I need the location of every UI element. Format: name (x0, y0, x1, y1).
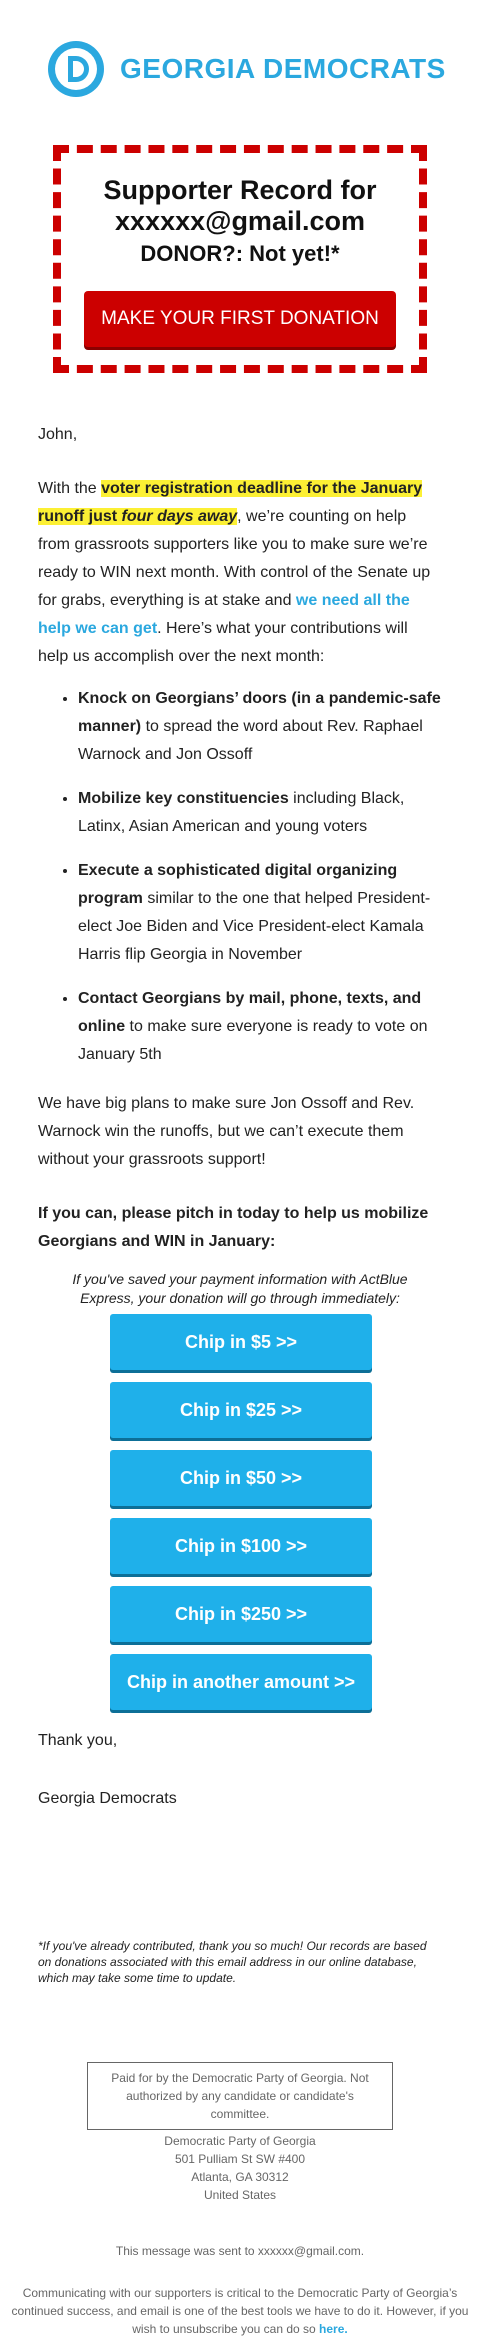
unsubscribe-link[interactable]: here. (319, 2322, 348, 2336)
address-line: Democratic Party of Georgia (164, 2134, 316, 2148)
intro-paragraph (38, 475, 438, 671)
signature: Georgia Democrats (38, 1790, 177, 1807)
intro-text-start: With the (38, 480, 102, 497)
democrats-d-logo-icon (46, 39, 106, 99)
list-item (78, 685, 446, 769)
sent-to-notice: This message was sent to xxxxxx@gmail.com. (115, 2244, 365, 2258)
list-item (78, 785, 446, 841)
help-link[interactable]: we need all the help we can get (38, 592, 410, 637)
address-line: United States (203, 2188, 277, 2202)
list-item-bold: Knock on Georgians’ doors (in a pandemic-safe manner) (78, 690, 441, 735)
list-item-text: to spread the word about Rev. Raphael Warnock and Jon Ossoff (78, 718, 423, 763)
intro-text-end: . Here’s what your contributions will help us accomplish over the next month: (38, 620, 408, 665)
contributions-list (38, 685, 446, 1085)
pitch-in-paragraph: If you can, please pitch in today to help us mobilize Georgians and WIN in January: (38, 1205, 429, 1250)
list-item (78, 857, 446, 969)
list-item-text: to make sure everyone is ready to vote on January 5th (78, 1018, 428, 1063)
four-days-away: four days away (121, 508, 238, 525)
donation-footnote: *If you've already contributed, thank you so much! Our records are based on donations associated with this email address in our online database, which may take some time to update. (38, 1939, 427, 1985)
list-item-bold: Mobilize key constituencies (78, 790, 289, 807)
georgia-democrats-logo[interactable] (46, 38, 446, 100)
greeting: John, (38, 426, 78, 443)
plans-paragraph: We have big plans to make sure Jon Ossoff and Rev. Warnock win the runoffs, but we can’t execute them without your grassroots support! (38, 1095, 415, 1168)
list-item-text: including Black, Latinx, Asian American and young voters (78, 790, 405, 835)
actblue-express-note: If you've saved your payment information with ActBlue Express, your donation will go through immediately: (72, 1271, 408, 1306)
record-title-line: Supporter Record for (103, 175, 377, 205)
unsubscribe-notice (10, 2284, 470, 2338)
chip-in-25-button[interactable]: Chip in $25 >> (110, 1382, 372, 1438)
unsubscribe-text: Communicating with our supporters is critical to the Democratic Party of Georgia’s continued success, and email is one of the best tools we have to do it. However, if you wish to unsubscribe you can do so (11, 2286, 469, 2336)
deadline-highlight-text: voter registration deadline for the January runoff just (38, 480, 423, 525)
address-line: 501 Pulliam St SW #400 (174, 2152, 306, 2166)
mailing-address (0, 2132, 480, 2204)
address-line: Atlanta, GA 30312 (191, 2170, 289, 2184)
chip-in-other-amount-button[interactable]: Chip in another amount >> (110, 1654, 372, 1710)
intro-text-middle: , we’re counting on help from grassroots supporters like you to make sure we’re ready to WIN next month. With control of the Senate up for grabs, everything is at stake and (38, 508, 431, 609)
chip-in-50-button[interactable]: Chip in $50 >> (110, 1450, 372, 1506)
list-item-bold: Contact Georgians by mail, phone, texts, and online (78, 990, 422, 1035)
list-item-text: similar to the one that helped President-elect Joe Biden and Vice President-elect Kamala Harris flip Georgia in November (78, 890, 431, 963)
record-title (61, 175, 419, 237)
closing: Thank you, (38, 1732, 118, 1749)
paid-for-disclaimer: Paid for by the Democratic Party of Georgia. Not authorized by any candidate or candidate's committee. (87, 2062, 393, 2130)
chip-in-5-button[interactable]: Chip in $5 >> (110, 1314, 372, 1370)
chip-in-250-button[interactable]: Chip in $250 >> (110, 1586, 372, 1642)
list-item (78, 985, 446, 1069)
donor-status: DONOR?: Not yet!* (140, 241, 340, 266)
record-email: xxxxxx@gmail.com (115, 206, 365, 236)
first-donation-button[interactable]: MAKE YOUR FIRST DONATION (84, 291, 396, 347)
list-item-bold: Execute a sophisticated digital organizing program (78, 862, 398, 907)
supporter-record-box (53, 145, 427, 373)
chip-in-100-button[interactable]: Chip in $100 >> (110, 1518, 372, 1574)
logo-wordmark: GEORGIA DEMOCRATS (120, 53, 446, 84)
